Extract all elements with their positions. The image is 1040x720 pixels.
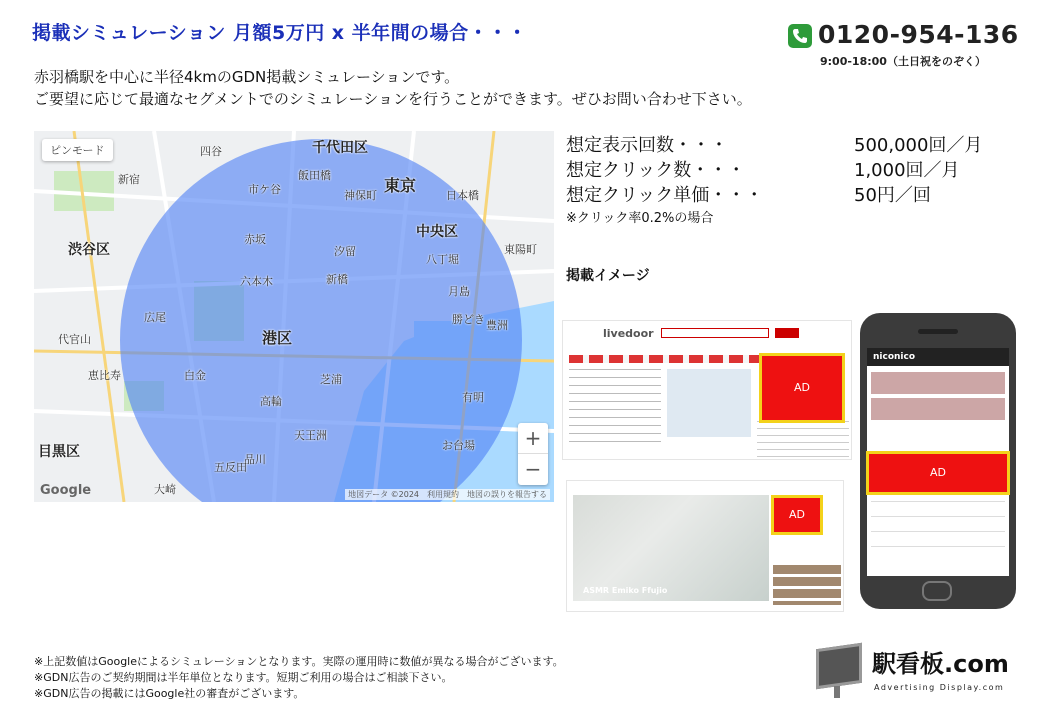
google-logo: Google <box>40 483 92 498</box>
footnotes <box>34 654 564 702</box>
stat-label: 想定クリック数・・・ <box>566 160 746 181</box>
footnote: ※GDN広告のご契約期間は半年単位となります。短期ご利用の場合はご相談下さい。 <box>34 671 453 684</box>
livedoor-nav <box>569 355 759 363</box>
pin-mode-button[interactable] <box>42 139 113 161</box>
stat-value: 1,000回／月 <box>854 160 960 181</box>
map-credit[interactable]: 地図データ ©2024 利用規約 地図の誤りを報告する <box>345 489 550 500</box>
map-label: 代官山 <box>58 333 91 346</box>
map-label: 有明 <box>462 391 484 404</box>
livedoor-mockup <box>562 320 852 460</box>
livedoor-logo: livedoor <box>603 327 654 340</box>
phone-home-button <box>922 581 952 601</box>
ad-slot-mobile: AD <box>866 451 1010 495</box>
stat-value: 50円／回 <box>854 185 931 206</box>
map-label: 六本木 <box>240 275 273 288</box>
youtube-video <box>573 495 769 601</box>
phone-number[interactable]: 0120-954-136 <box>818 20 1019 49</box>
map-label: 芝浦 <box>320 373 342 386</box>
map-label: 中央区 <box>416 224 458 240</box>
zoom-out-button[interactable]: − <box>524 457 542 481</box>
stat-value: 500,000回／月 <box>854 135 983 156</box>
map-label: 汐留 <box>334 245 356 258</box>
stats-panel <box>566 131 1006 226</box>
map-label: 新宿 <box>118 173 140 186</box>
livedoor-search-button <box>775 328 799 338</box>
map-label: 目黒区 <box>38 444 80 460</box>
map-label: 広尾 <box>144 311 166 324</box>
company-logo <box>816 646 1026 702</box>
youtube-sidebar <box>773 565 841 605</box>
intro-line-1: 赤羽橋駅を中心に半径4kmのGDN掲載シミュレーションです。 <box>34 68 460 86</box>
intro-text <box>34 66 752 110</box>
logo-name: 駅看板.com <box>872 650 1009 678</box>
niconico-list <box>871 486 1005 558</box>
niconico-thumbnails <box>871 372 1005 422</box>
livedoor-search-box <box>661 328 769 338</box>
page-title: 掲載シミュレーション 月額5万円 x 半年間の場合・・・ <box>32 22 528 44</box>
map-label: 白金 <box>184 369 206 382</box>
map-label: 高輪 <box>260 395 282 408</box>
map-label: 渋谷区 <box>68 242 110 258</box>
map-label: 勝どき <box>452 313 485 326</box>
map-label: 豊洲 <box>486 319 508 332</box>
radius-map[interactable] <box>34 131 554 502</box>
stats-note: ※クリック率0.2%の場合 <box>566 211 714 226</box>
map-label: 天王洲 <box>294 429 327 442</box>
map-label: 市ケ谷 <box>248 183 281 196</box>
pin-mode-label: ピンモード <box>50 144 105 157</box>
map-label: 五反田 <box>214 461 247 474</box>
map-label: 神保町 <box>344 189 377 202</box>
map-label: 恵比寿 <box>88 369 121 382</box>
ad-slot-livedoor: AD <box>759 353 845 423</box>
map-label: 千代田区 <box>312 140 368 156</box>
billboard-icon <box>816 643 862 689</box>
youtube-mockup <box>566 480 844 612</box>
phone-speaker <box>918 329 958 334</box>
business-hours: 9:00-18:00（土日祝をのぞく） <box>820 55 986 68</box>
stat-label: 想定表示回数・・・ <box>566 135 728 156</box>
footnote: ※上記数値はGoogleによるシミュレーションとなります。実際の運用時に数値が異なる場合がございます。 <box>34 655 564 668</box>
logo-subtitle: Advertising Display.com <box>874 683 1005 692</box>
stat-label: 想定クリック単価・・・ <box>566 185 764 206</box>
ad-slot-youtube: AD <box>771 495 823 535</box>
map-label: 東陽町 <box>504 243 537 256</box>
map-label: 八丁堀 <box>426 253 459 266</box>
intro-line-2: ご要望に応じて最適なセグメントでのシミュレーションを行うことができます。ぜひお問い合わせ下さい。 <box>34 90 752 108</box>
livedoor-weather-map <box>667 369 751 437</box>
stat-impressions <box>566 131 1006 156</box>
zoom-in-button[interactable]: + <box>518 423 548 454</box>
footnote: ※GDN広告の掲載にはGoogle社の審査がございます。 <box>34 687 305 700</box>
map-label: 四谷 <box>200 145 222 158</box>
section-heading: 掲載イメージ <box>566 268 650 284</box>
livedoor-news-list <box>569 369 661 449</box>
zoom-control <box>518 423 548 485</box>
youtube-video-title: ASMR Emiko Ffujio <box>583 586 668 595</box>
billboard-stand <box>834 686 840 698</box>
map-label: 品川 <box>244 453 266 466</box>
livedoor-weather-list <box>757 421 849 457</box>
niconico-bar: niconico <box>867 348 1009 366</box>
stat-cpc <box>566 181 1006 206</box>
map-label: 東京 <box>384 176 417 195</box>
map-label: 日本橋 <box>446 189 479 202</box>
map-label: 新橋 <box>326 273 348 286</box>
phone-icon <box>788 24 812 48</box>
smartphone-mockup <box>860 313 1016 609</box>
map-label: 大崎 <box>154 483 176 496</box>
map-label: 月島 <box>448 285 470 298</box>
map-label: 飯田橋 <box>298 169 331 182</box>
contact-phone <box>786 20 1019 68</box>
map-label: お台場 <box>442 439 475 452</box>
stat-clicks <box>566 156 1006 181</box>
map-label: 赤坂 <box>244 233 266 246</box>
map-label: 港区 <box>262 329 293 347</box>
